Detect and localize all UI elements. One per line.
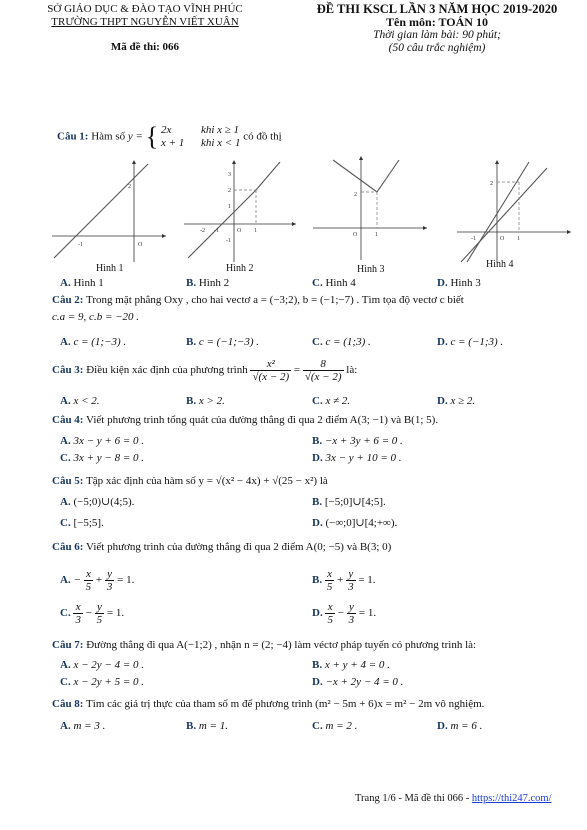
- question-7: [52, 638, 476, 652]
- option-letter: A.: [60, 720, 71, 732]
- q7-option-d[interactable]: [312, 675, 403, 689]
- q5-option-d[interactable]: [312, 516, 397, 530]
- option-letter: D.: [437, 720, 448, 732]
- fraction-y: [347, 601, 357, 626]
- q1-option-c[interactable]: [312, 276, 356, 290]
- right-hand-side: = 1.: [117, 574, 135, 587]
- option-letter: C.: [312, 336, 323, 348]
- q5-option-a[interactable]: [60, 495, 134, 509]
- option-letter: C.: [60, 676, 71, 688]
- option-text: Hình 4: [325, 277, 356, 289]
- fraction-x: [84, 568, 94, 593]
- option-text: m = 3 .: [73, 720, 106, 732]
- fraction-denominator: 3: [75, 614, 81, 626]
- q8-option-b[interactable]: [186, 719, 228, 733]
- fraction-numerator: y: [347, 601, 357, 614]
- svg-text:-2: -2: [200, 228, 205, 234]
- question-1: [57, 124, 282, 150]
- fraction-denominator: 5: [326, 581, 333, 593]
- svg-text:-1: -1: [226, 238, 231, 244]
- equals-sign: =: [293, 364, 301, 377]
- piece-2-expression: x + 1: [160, 137, 185, 149]
- question-text: Viết phương trình của đường thẳng đi qua 2 điểm A(0; −5) và B(3; 0): [86, 541, 392, 553]
- option-text: [−5;5].: [73, 517, 104, 529]
- fraction-numerator: x: [325, 601, 335, 614]
- function-name: y =: [127, 130, 143, 143]
- option-text: c = (1;−3) .: [73, 336, 127, 348]
- question-text: Viết phương trình tổng quát của đường thẳng đi qua 2 điểm A(3; −1) và B(1; 5).: [86, 414, 439, 426]
- piece-2-condition: khi x < 1: [200, 137, 241, 149]
- question-label: Câu 6:: [52, 541, 84, 553]
- question-label: Câu 5:: [52, 475, 84, 487]
- question-label: Câu 1:: [57, 130, 89, 143]
- question-text: Tìm các giá trị thực của tham số m để phương trình (m² − 5m + 6)x = m² − 2m vô nghiệm.: [86, 698, 485, 710]
- option-text: x − 2y + 5 = 0 .: [73, 676, 144, 688]
- svg-text:3: 3: [228, 172, 231, 178]
- svg-text:1: 1: [254, 228, 257, 234]
- exam-title: ĐỀ THI KSCL LẦN 3 NĂM HỌC 2019-2020: [316, 2, 558, 16]
- option-text: [−5;0]∪[4;5].: [324, 496, 386, 508]
- q2-option-d[interactable]: [437, 335, 503, 349]
- page-footer: [355, 793, 552, 804]
- q7-option-c[interactable]: [60, 675, 144, 689]
- school-header: [10, 3, 280, 54]
- option-letter: B.: [186, 277, 197, 289]
- option-text: Hình 1: [73, 277, 104, 289]
- option-letter: C.: [60, 607, 71, 620]
- option-text: c = (−1;−3) .: [198, 336, 259, 348]
- svg-text:2: 2: [228, 188, 231, 194]
- fraction-denominator: 5: [85, 581, 92, 593]
- q6-option-c[interactable]: [60, 601, 124, 626]
- q4-option-a[interactable]: [60, 434, 144, 448]
- option-text: x ≥ 2.: [450, 395, 476, 407]
- piecewise-definition: [161, 124, 241, 150]
- fraction-x: [73, 601, 83, 626]
- figure-1: [52, 158, 170, 268]
- question-5: [52, 474, 328, 488]
- question-count: (50 câu trắc nghiệm): [388, 42, 486, 54]
- q7-option-a[interactable]: [60, 658, 144, 672]
- fraction-x: [325, 601, 335, 626]
- department-name: SỞ GIÁO DỤC & ĐÀO TẠO VĨNH PHÚC: [47, 3, 243, 15]
- option-letter: B.: [312, 496, 323, 508]
- option-text: Hình 2: [198, 277, 230, 289]
- piecewise-brace: {: [145, 122, 159, 151]
- question-label: Câu 3:: [52, 364, 84, 377]
- right-hand-side: = 1.: [106, 607, 125, 620]
- option-text: x + y + 4 = 0 .: [324, 659, 390, 671]
- option-letter: C.: [60, 452, 71, 464]
- svg-text:-1: -1: [471, 236, 476, 242]
- exam-duration: Thời gian làm bài: 90 phút;: [373, 29, 501, 41]
- q3-option-d[interactable]: [437, 394, 475, 408]
- option-letter: D.: [312, 517, 323, 529]
- q3-option-a[interactable]: [60, 394, 100, 408]
- option-text: x − 2y − 4 = 0 .: [73, 659, 144, 671]
- question-tail: có đồ thị: [243, 130, 282, 143]
- option-text: x < 2.: [73, 395, 100, 407]
- option-text: 3x + y − 8 = 0 .: [73, 452, 144, 464]
- fraction-numerator: x: [325, 568, 335, 581]
- right-hand-side: = 1.: [358, 607, 377, 620]
- q5-option-c[interactable]: [60, 516, 104, 530]
- operator: +: [337, 574, 344, 587]
- svg-text:O: O: [500, 236, 505, 242]
- fraction-y: [95, 601, 105, 626]
- option-text: (−∞;0]∪[4;+∞).: [325, 517, 398, 529]
- option-letter: C.: [312, 720, 323, 732]
- figure-1-caption: Hình 1: [96, 263, 124, 274]
- subject-name: Tên môn: TOÁN 10: [386, 15, 488, 29]
- q6-option-d[interactable]: [312, 601, 376, 626]
- right-hand-side: = 1.: [358, 574, 376, 587]
- fraction-y: [346, 568, 356, 593]
- footer-text: Trang 1/6 - Mã đề thi 066 -: [355, 793, 472, 804]
- question-text: Trong mặt phẳng Oxy , cho hai vectơ a = (−3;2), b = (−1;−7) . Tìm tọa độ vectơ c biết: [86, 294, 464, 306]
- fraction-left: [250, 358, 291, 383]
- option-letter: A.: [60, 435, 71, 447]
- option-letter: D.: [312, 607, 323, 620]
- q8-option-d[interactable]: [437, 719, 482, 733]
- q5-option-b[interactable]: [312, 495, 386, 509]
- svg-text:O: O: [353, 232, 358, 238]
- fraction-denominator: 3: [106, 581, 113, 593]
- svg-text:1: 1: [375, 232, 378, 238]
- operator: −: [85, 607, 92, 620]
- q6-option-a[interactable]: [60, 568, 134, 593]
- exam-header: [292, 3, 582, 55]
- option-letter: A.: [60, 277, 71, 289]
- fraction-y: [105, 568, 115, 593]
- option-letter: A.: [60, 659, 71, 671]
- option-letter: B.: [186, 720, 197, 732]
- svg-text:-1: -1: [78, 242, 83, 248]
- option-letter: D.: [437, 395, 448, 407]
- option-letter: A.: [60, 496, 71, 508]
- option-letter: D.: [312, 676, 323, 688]
- svg-text:O: O: [237, 228, 242, 234]
- svg-text:2: 2: [354, 192, 357, 198]
- figure-4: [457, 158, 575, 268]
- question-4: [52, 413, 438, 427]
- operator: +: [95, 574, 103, 587]
- fraction-numerator: x²: [250, 358, 291, 371]
- q3-option-c[interactable]: [312, 394, 350, 408]
- q6-option-b[interactable]: [312, 568, 376, 593]
- option-letter: B.: [186, 395, 197, 407]
- question-tail: là:: [346, 364, 358, 377]
- fraction-denominator: 3: [348, 614, 355, 626]
- fraction-denominator: √(x − 2): [304, 371, 342, 383]
- q4-option-d[interactable]: [312, 451, 402, 465]
- question-label: Câu 2:: [52, 294, 84, 306]
- svg-text:2: 2: [490, 181, 493, 187]
- svg-text:1: 1: [517, 236, 520, 242]
- svg-text:2: 2: [128, 184, 131, 190]
- question-text: Tập xác định của hàm số y = √(x² − 4x) + √(25 − x²) là: [86, 475, 328, 487]
- option-text: x ≠ 2.: [325, 395, 351, 407]
- q2-option-c[interactable]: [312, 335, 371, 349]
- fraction-numerator: y: [95, 601, 105, 614]
- figure-3: [313, 156, 431, 266]
- option-letter: D.: [437, 277, 448, 289]
- fraction-right: [303, 358, 344, 383]
- exam-code: Mã đề thi: 066: [110, 41, 180, 53]
- option-letter: B.: [186, 336, 197, 348]
- option-text: x > 2.: [198, 395, 225, 407]
- fraction-numerator: y: [346, 568, 356, 581]
- q3-option-b[interactable]: [186, 394, 225, 408]
- question-text: Đường thẳng đi qua A(−1;2) , nhận n = (2; −4) làm véctơ pháp tuyến có phương trình là:: [86, 639, 477, 651]
- question-8: [52, 697, 484, 711]
- option-text: m = 2 .: [325, 720, 358, 732]
- question-2-conditions: c.a = 9, c.b = −20 .: [52, 311, 140, 323]
- fraction-numerator: x: [84, 568, 94, 581]
- option-text: m = 1.: [198, 720, 228, 732]
- footer-link[interactable]: https://thi247.com/: [471, 793, 552, 804]
- q4-option-b[interactable]: [312, 434, 403, 448]
- question-6: [52, 540, 391, 554]
- fraction-denominator: 5: [327, 614, 333, 626]
- figure-2: [184, 158, 302, 268]
- q2-option-b[interactable]: [186, 335, 259, 349]
- fraction-numerator: y: [105, 568, 115, 581]
- option-letter: A.: [60, 336, 71, 348]
- svg-text:O: O: [138, 242, 143, 248]
- option-text: 3x − y + 6 = 0 .: [73, 435, 144, 447]
- fraction-denominator: 3: [348, 581, 354, 593]
- q1-option-d[interactable]: [437, 276, 481, 290]
- option-letter: B.: [312, 574, 323, 587]
- figure-3-caption: Hình 3: [357, 264, 385, 275]
- question-text: Hàm số: [91, 130, 126, 143]
- option-text: 3x − y + 10 = 0 .: [325, 452, 402, 464]
- option-text: c = (1;3) .: [325, 336, 371, 348]
- svg-text:-1: -1: [214, 228, 219, 234]
- option-text: −x + 3y + 6 = 0 .: [324, 435, 403, 447]
- q7-option-b[interactable]: [312, 658, 390, 672]
- question-label: Câu 8:: [52, 698, 84, 710]
- q2-option-a[interactable]: [60, 335, 126, 349]
- option-letter: C.: [60, 517, 71, 529]
- option-text: c = (−1;3) .: [450, 336, 504, 348]
- option-text: −x + 2y − 4 = 0 .: [325, 676, 404, 688]
- fraction-numerator: 8: [303, 358, 344, 371]
- q1-option-a[interactable]: [60, 276, 104, 290]
- option-letter: C.: [312, 277, 323, 289]
- fraction-numerator: x: [73, 601, 83, 614]
- option-text: Hình 3: [450, 277, 481, 289]
- question-label: Câu 4:: [52, 414, 84, 426]
- operator: −: [337, 607, 344, 620]
- q1-option-b[interactable]: [186, 276, 229, 290]
- piece-1-condition: khi x ≥ 1: [200, 124, 240, 136]
- option-letter: D.: [312, 452, 323, 464]
- question-label: Câu 7:: [52, 639, 84, 651]
- fraction-x: [325, 568, 335, 593]
- option-text: m = 6 .: [450, 720, 483, 732]
- option-letter: D.: [437, 336, 448, 348]
- question-2: [52, 293, 464, 307]
- option-letter: C.: [312, 395, 323, 407]
- q8-option-c[interactable]: [312, 719, 357, 733]
- q8-option-a[interactable]: [60, 719, 105, 733]
- option-letter: B.: [312, 435, 323, 447]
- option-letter: A.: [60, 574, 71, 587]
- fraction-denominator: √(x − 2): [252, 371, 290, 383]
- option-letter: A.: [60, 395, 71, 407]
- figure-2-caption: Hình 2: [226, 263, 254, 274]
- fraction-denominator: 5: [96, 614, 103, 626]
- piece-1-expression: 2x: [160, 124, 172, 136]
- q4-option-c[interactable]: [60, 451, 144, 465]
- option-text: (−5;0)∪(4;5).: [73, 496, 135, 508]
- figure-4-caption: Hình 4: [486, 259, 514, 270]
- option-letter: B.: [312, 659, 323, 671]
- option-sign: −: [73, 574, 81, 587]
- question-text: Điều kiện xác định của phương trình: [86, 364, 248, 377]
- school-name: TRƯỜNG THPT NGUYỄN VIẾT XUÂN: [51, 16, 239, 28]
- question-3: [52, 358, 357, 383]
- svg-text:1: 1: [228, 204, 231, 210]
